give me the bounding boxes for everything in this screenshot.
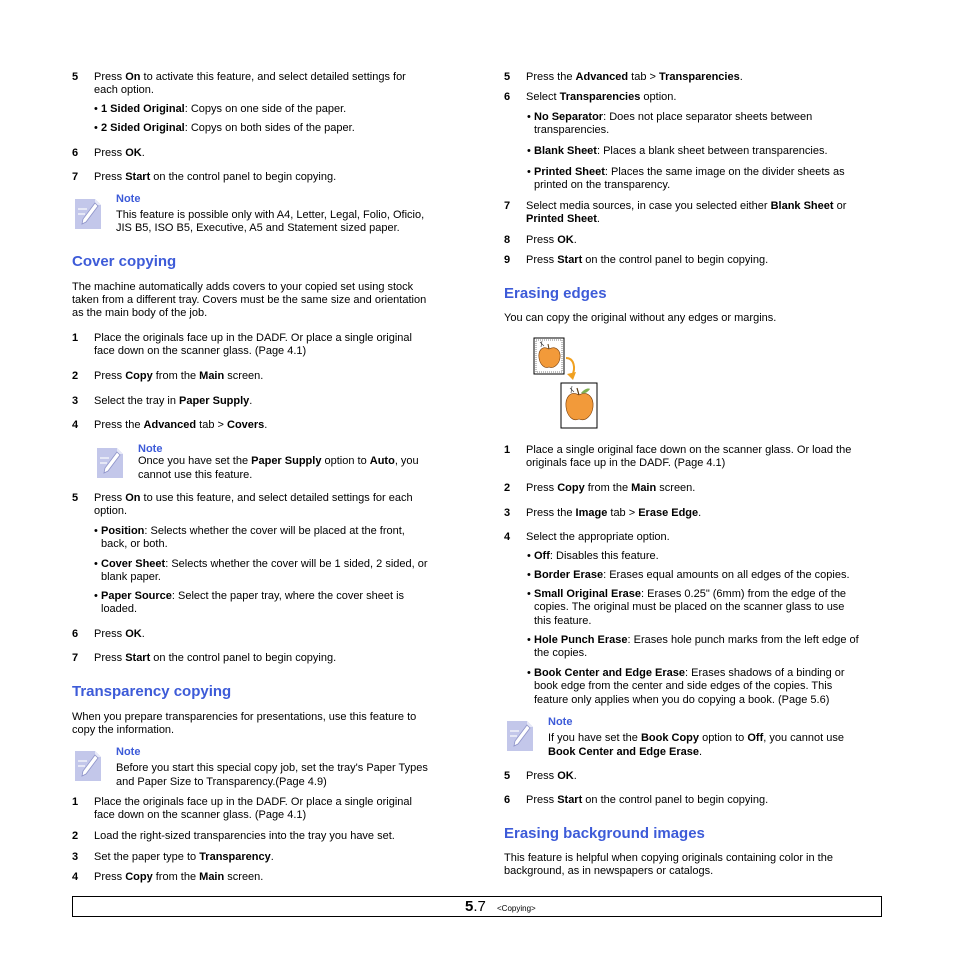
- note-pencil-icon: [95, 444, 125, 480]
- chapter-label: <Copying>: [497, 904, 536, 913]
- heading-erasing-edges: Erasing edges: [504, 285, 607, 302]
- heading-erasing-background-images: Erasing background images: [504, 825, 705, 842]
- page-footer: [72, 896, 882, 917]
- transparency-intro-line-2: copy the information.: [72, 724, 175, 736]
- cover-intro-line-1: The machine automatically adds covers to your copied set using stock: [72, 281, 414, 293]
- background-intro-line-2: background, as in newspapers or catalogs.: [504, 865, 714, 877]
- cover-intro-line-3: as the main body of the job.: [72, 307, 208, 319]
- note-pencil-icon: [73, 747, 103, 783]
- transparency-intro-line-1: When you prepare transparencies for presentations, use this feature to: [72, 711, 417, 723]
- erase-edge-apple-illustration: [532, 336, 602, 430]
- erasing-edges-intro: You can copy the original without any edges or margins.: [504, 312, 777, 324]
- heading-cover-copying: Cover copying: [72, 253, 177, 270]
- note-pencil-icon: [73, 195, 103, 231]
- page-number: 5.7: [465, 898, 486, 915]
- background-intro-line-1: This feature is helpful when copying originals containing color in the: [504, 852, 833, 864]
- heading-transparency-copying: Transparency copying: [72, 683, 232, 700]
- note-pencil-icon: [505, 717, 535, 753]
- cover-intro-line-2: taken from a different tray. Covers must be the same size and orientation: [72, 294, 427, 306]
